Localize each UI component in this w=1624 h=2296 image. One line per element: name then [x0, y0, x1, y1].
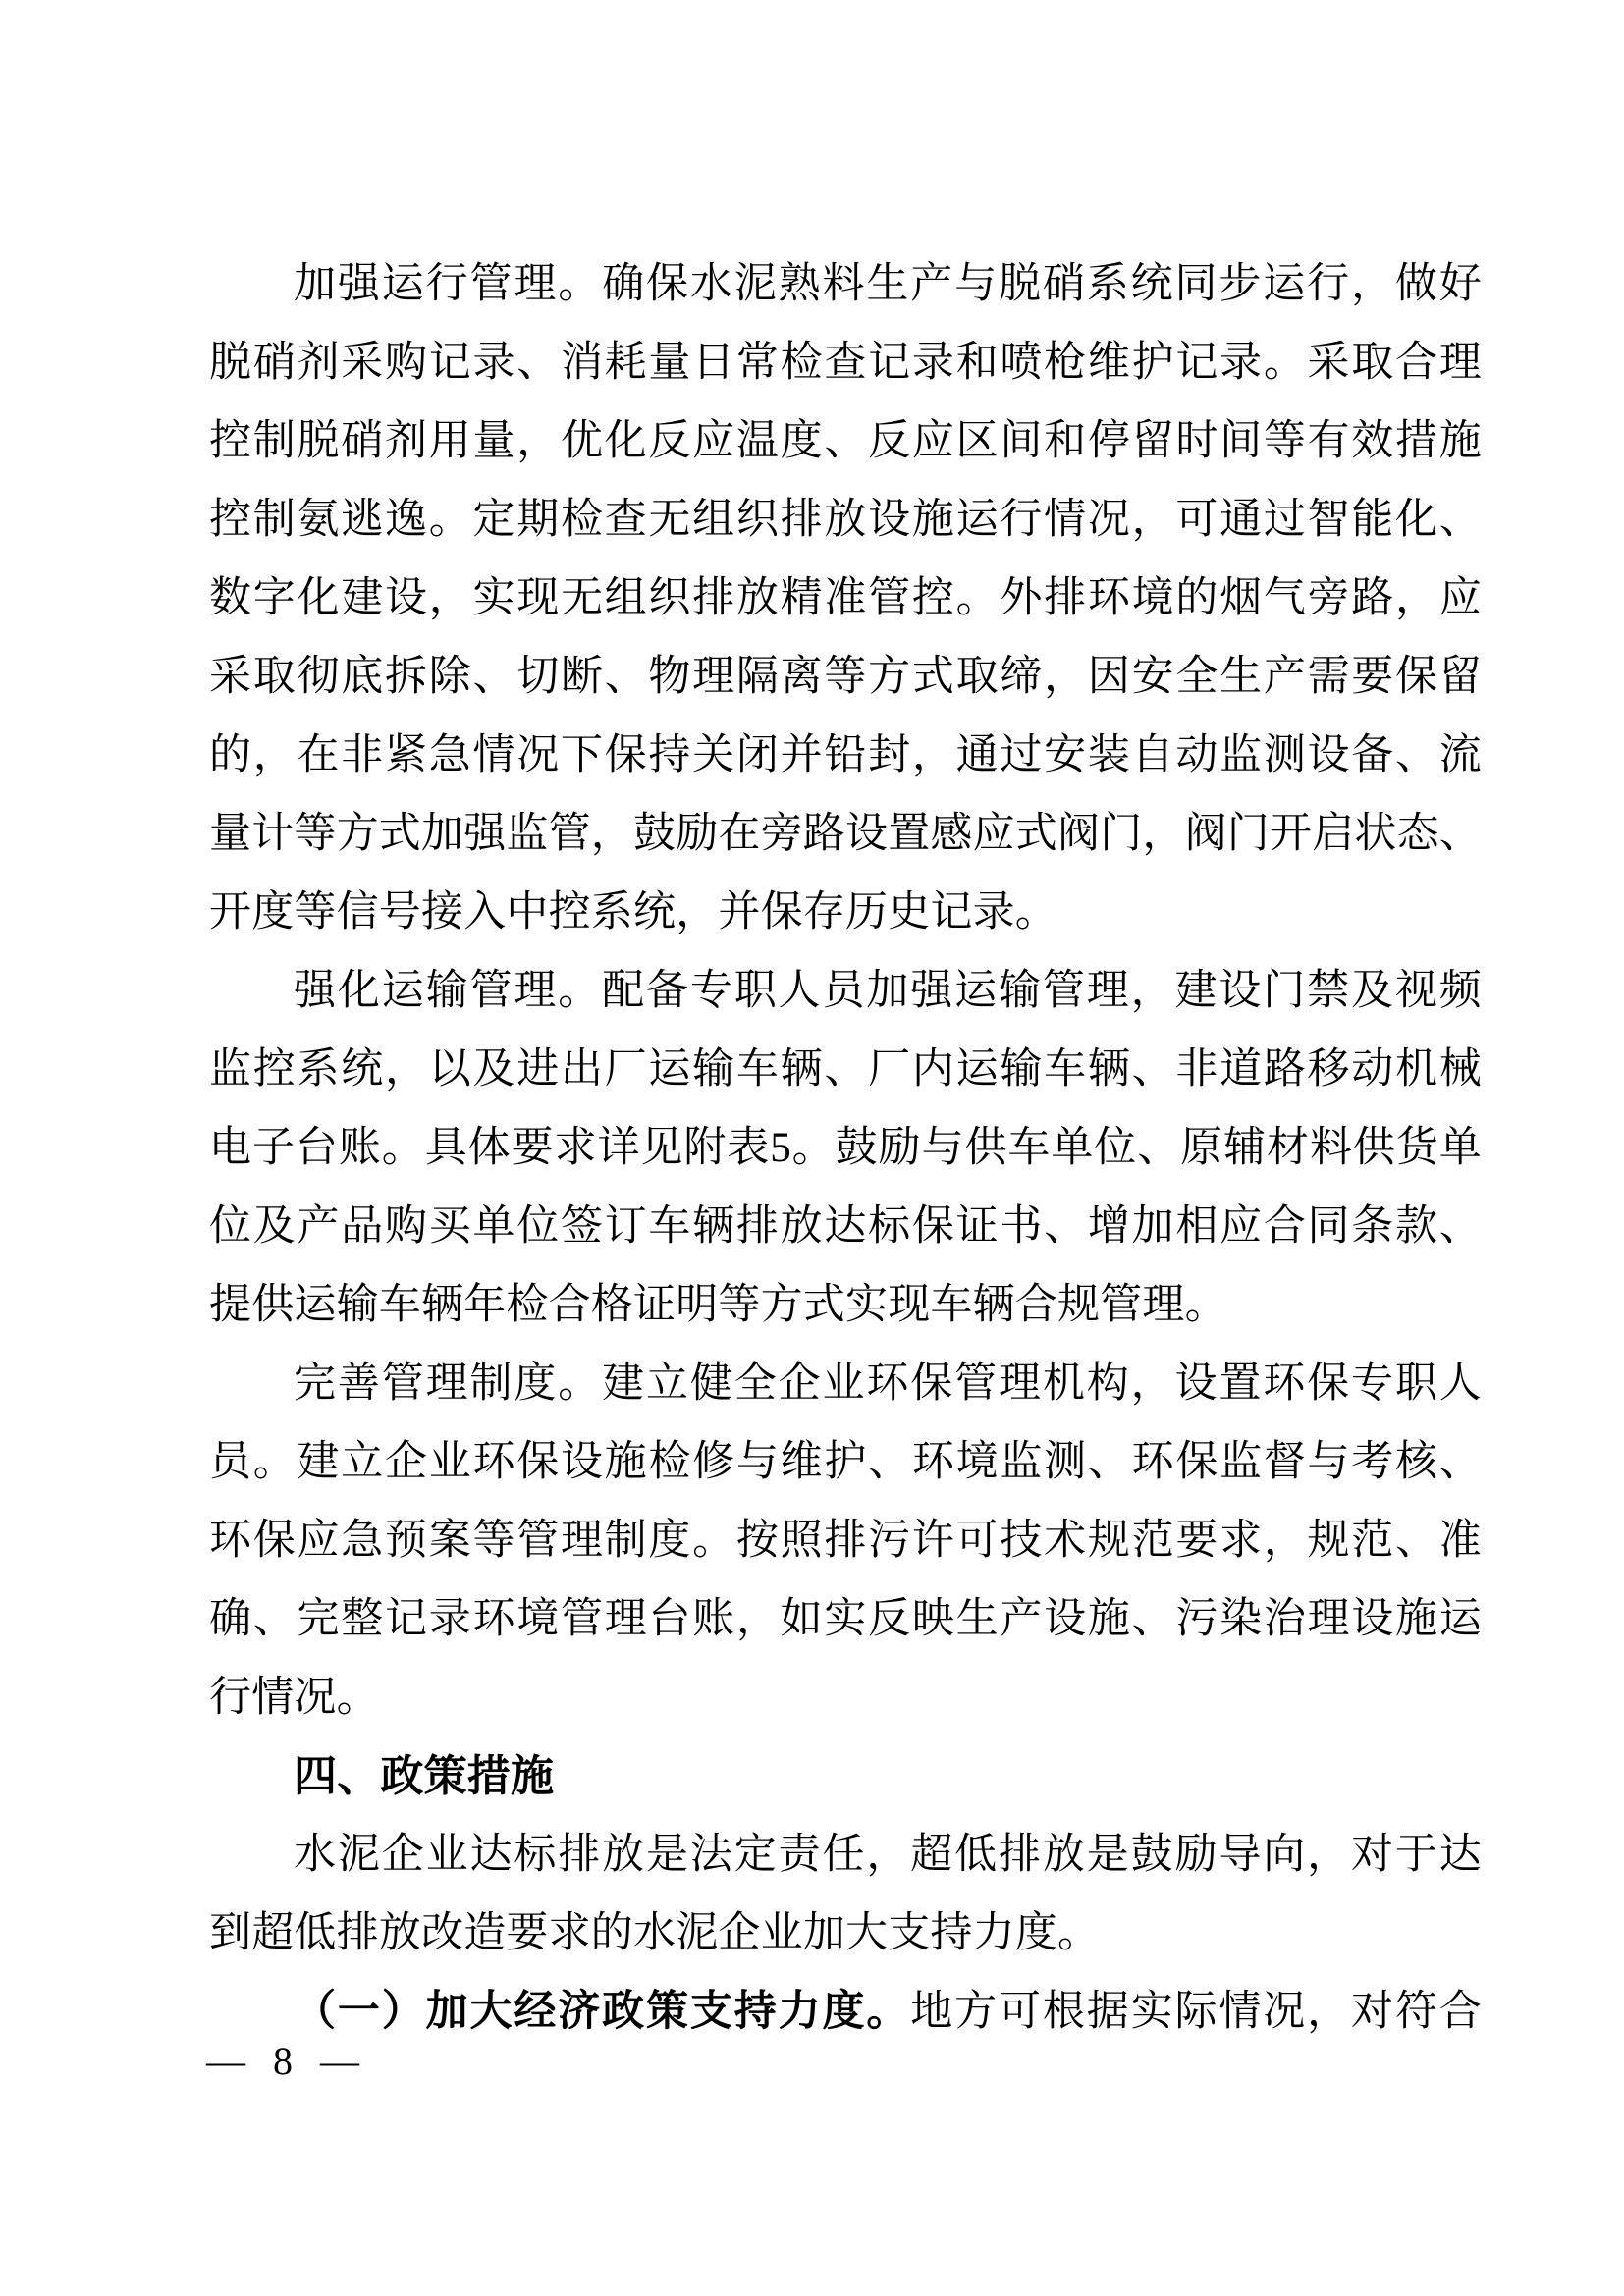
- paragraph-line: 开度等信号接入中控系统，并保存历史记录。: [209, 889, 1057, 935]
- paragraph-line: 确、完整记录环境管理台账，如实反映生产设施、污染治理设施运: [209, 1596, 1482, 1642]
- text-block: [209, 245, 1482, 2052]
- paragraph-line: 环保应急预案等管理制度。按照排污许可技术规范要求，规范、准: [209, 1518, 1482, 1564]
- paragraph-text: 地方可根据实际情况，对符合: [910, 1989, 1482, 2035]
- paragraph-line: 量计等方式加强监管，鼓励在旁路设置感应式阀门，阀门开启状态、: [209, 811, 1482, 857]
- paragraph-line: 行情况。: [209, 1675, 379, 1721]
- section-heading: 四、政策措施: [294, 1752, 555, 1800]
- paragraph-line: 水泥企业达标排放是法定责任，超低排放是鼓励导向，对于达: [294, 1832, 1482, 1878]
- paragraph-line: 强化运输管理。配备专职人员加强运输管理，建设门禁及视频: [294, 968, 1482, 1014]
- paragraph-line: 员。建立企业环保设施检修与维护、环境监测、环保监督与考核、: [209, 1439, 1482, 1485]
- paragraph-line: 采取彻底拆除、切断、物理隔离等方式取缔，因安全生产需要保留: [209, 654, 1482, 700]
- paragraph-line: 脱硝剂采购记录、消耗量日常检查记录和喷枪维护记录。采取合理: [209, 340, 1482, 386]
- paragraph-line: 位及产品购买单位签订车辆排放达标保证书、增加相应合同条款、: [209, 1203, 1482, 1250]
- paragraph-line: 加强运行管理。确保水泥熟料生产与脱硝系统同步运行，做好: [294, 261, 1482, 307]
- paragraph-line: 控制脱硝剂用量，优化反应温度、反应区间和停留时间等有效措施: [209, 418, 1482, 464]
- paragraph-line: 控制氨逃逸。定期检查无组织排放设施运行情况，可通过智能化、: [209, 497, 1482, 543]
- paragraph-line: 监控系统，以及进出厂运输车辆、厂内运输车辆、非道路移动机械: [209, 1046, 1482, 1093]
- paragraph-line: [209, 1973, 1482, 2052]
- paragraph-line: 提供运输车辆年检合格证明等方式实现车辆合规管理。: [209, 1282, 1227, 1328]
- subsection-heading: （一）加大经济政策支持力度。: [294, 1989, 911, 2035]
- paragraph-line: 完善管理制度。建立健全企业环保管理机构，设置环保专职人: [294, 1361, 1482, 1407]
- page-number-footer: — 8 —: [206, 2039, 368, 2083]
- paragraph-line: 数字化建设，实现无组织排放精准管控。外排环境的烟气旁路，应: [209, 575, 1482, 621]
- paragraph-line: 电子台账。具体要求详见附表5。鼓励与供车单位、原辅材料供货单: [209, 1125, 1482, 1171]
- paragraph-line: 的，在非紧急情况下保持关闭并铅封，通过安装自动监测设备、流: [209, 732, 1482, 778]
- paragraph-line: 到超低排放改造要求的水泥企业加大支持力度。: [209, 1910, 1101, 1956]
